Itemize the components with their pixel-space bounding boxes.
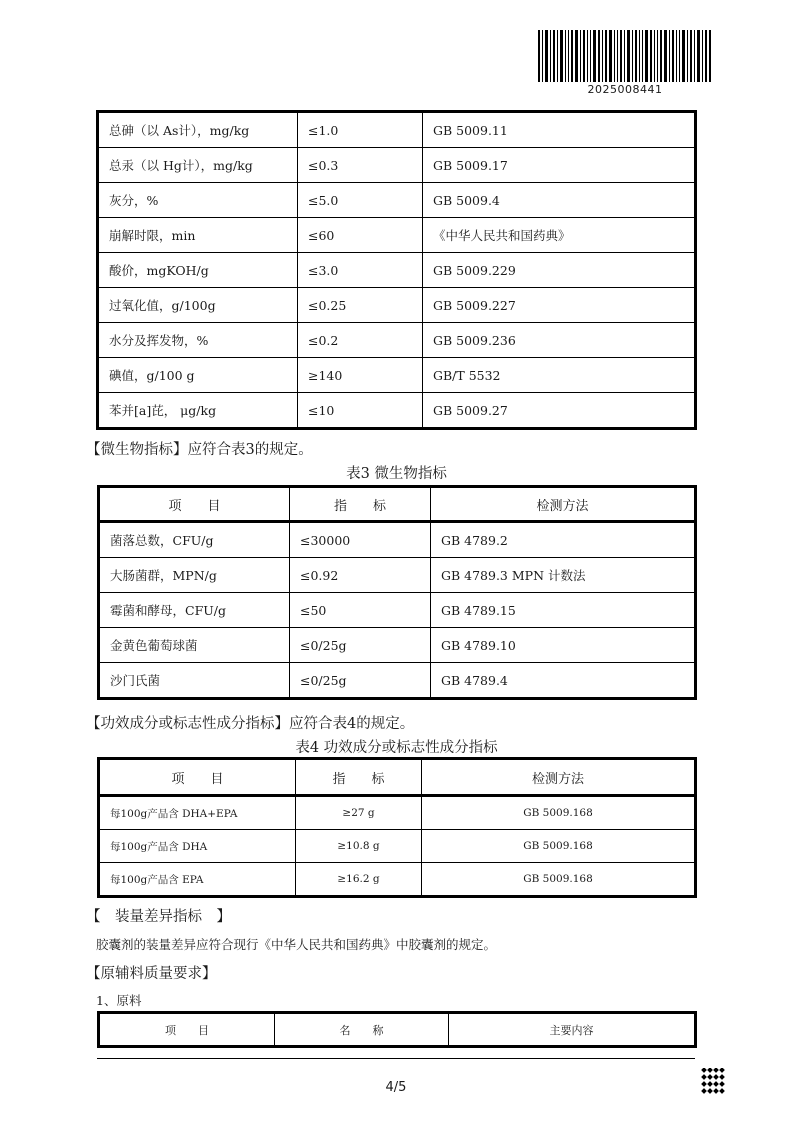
value-cell: ≤5.0: [298, 183, 423, 218]
section-heading-load-variance: 【 装量差异指标 】: [86, 909, 231, 925]
item-cell: 灰分，%: [98, 183, 298, 218]
item-cell: 每100g产品含 DHA+EPA: [99, 796, 296, 830]
table-caption: 表4 功效成分或标志性成分指标: [295, 740, 498, 756]
method-cell: GB 5009.236: [423, 323, 696, 358]
method-cell: GB 5009.168: [422, 796, 696, 830]
item-cell: 菌落总数，CFU/g: [99, 522, 290, 558]
barcode: [538, 30, 712, 82]
table-row: [98, 358, 696, 393]
table-row: [99, 663, 696, 699]
value-cell: ≥10.8 g: [296, 830, 422, 863]
raw-material-table: [97, 1011, 697, 1048]
item-cell: 每100g产品含 DHA: [99, 830, 296, 863]
value-cell: ≤1.0: [298, 112, 423, 148]
load-variance-text: 胶囊剂的装量差异应符合现行《中华人民共和国药典》中胶囊剂的规定。: [96, 937, 497, 952]
item-cell: 每100g产品含 EPA: [99, 863, 296, 897]
table-row: [99, 558, 696, 593]
value-cell: ≥16.2 g: [296, 863, 422, 897]
table-row: [98, 323, 696, 358]
raw-material-subheading: 1、原料: [96, 993, 142, 1008]
table-row: [98, 112, 696, 148]
section-heading-functional: 【功效成分或标志性成分指标】应符合表4的规定。: [86, 716, 415, 732]
table-row: [98, 148, 696, 183]
method-cell: GB 5009.168: [422, 863, 696, 897]
indicator-table-continued: [96, 110, 697, 430]
item-cell: 崩解时限，min: [98, 218, 298, 253]
item-cell: 沙门氏菌: [99, 663, 290, 699]
value-cell: ≤0.3: [298, 148, 423, 183]
item-cell: 酸价，mgKOH/g: [98, 253, 298, 288]
method-cell: GB 5009.229: [423, 253, 696, 288]
page-number: 4/5: [385, 1080, 407, 1095]
method-cell: GB 4789.2: [431, 522, 696, 558]
header-item: 项 目: [99, 1013, 275, 1047]
method-cell: GB 5009.227: [423, 288, 696, 323]
value-cell: ≤0/25g: [290, 628, 431, 663]
table-header-row: [99, 1013, 696, 1047]
method-cell: GB/T 5532: [423, 358, 696, 393]
table-header-row: [99, 487, 696, 522]
value-cell: ≥140: [298, 358, 423, 393]
method-cell: 《中华人民共和国药典》: [423, 218, 696, 253]
value-cell: ≤3.0: [298, 253, 423, 288]
header-name: 名 称: [275, 1013, 449, 1047]
method-cell: GB 5009.11: [423, 112, 696, 148]
item-cell: 碘值，g/100 g: [98, 358, 298, 393]
value-cell: ≤30000: [290, 522, 431, 558]
footer-divider: [97, 1058, 695, 1059]
item-cell: 总汞（以 Hg计），mg/kg: [98, 148, 298, 183]
header-content: 主要内容: [449, 1013, 696, 1047]
item-cell: 过氧化值，g/100g: [98, 288, 298, 323]
table-row: [98, 183, 696, 218]
value-cell: ≤0.2: [298, 323, 423, 358]
value-cell: ≤0/25g: [290, 663, 431, 699]
functional-component-table: [97, 757, 697, 898]
method-cell: GB 4789.3 MPN 计数法: [431, 558, 696, 593]
value-cell: ≥27 g: [296, 796, 422, 830]
table-row: [99, 628, 696, 663]
value-cell: ≤50: [290, 593, 431, 628]
header-method: 检测方法: [431, 487, 696, 522]
table-row: [98, 218, 696, 253]
barcode-number: 2025008441: [587, 83, 663, 96]
method-cell: GB 5009.17: [423, 148, 696, 183]
section-heading-microbial: 【微生物指标】应符合表3的规定。: [86, 442, 313, 458]
section-heading-raw-materials: 【原辅料质量要求】: [86, 966, 217, 982]
item-cell: 霉菌和酵母，CFU/g: [99, 593, 290, 628]
method-cell: GB 5009.168: [422, 830, 696, 863]
dot-grid-icon: [700, 1068, 728, 1096]
item-cell: 苯并[a]芘， μg/kg: [98, 393, 298, 429]
table-row: [98, 288, 696, 323]
item-cell: 水分及挥发物，%: [98, 323, 298, 358]
header-item: 项 目: [99, 487, 290, 522]
item-cell: 金黄色葡萄球菌: [99, 628, 290, 663]
table-row: [99, 522, 696, 558]
microbial-table: [97, 485, 697, 700]
table-row: [99, 830, 696, 863]
header-value: 指 标: [290, 487, 431, 522]
value-cell: ≤10: [298, 393, 423, 429]
table-row: [98, 393, 696, 429]
method-cell: GB 4789.15: [431, 593, 696, 628]
table-row: [99, 863, 696, 897]
item-cell: 大肠菌群，MPN/g: [99, 558, 290, 593]
header-method: 检测方法: [422, 759, 696, 796]
table-header-row: [99, 759, 696, 796]
method-cell: GB 5009.27: [423, 393, 696, 429]
header-value: 指 标: [296, 759, 422, 796]
table-row: [99, 593, 696, 628]
table-row: [99, 796, 696, 830]
method-cell: GB 4789.10: [431, 628, 696, 663]
method-cell: GB 4789.4: [431, 663, 696, 699]
table-caption: 表3 微生物指标: [346, 466, 447, 482]
item-cell: 总砷（以 As计），mg/kg: [98, 112, 298, 148]
method-cell: GB 5009.4: [423, 183, 696, 218]
value-cell: ≤0.25: [298, 288, 423, 323]
value-cell: ≤60: [298, 218, 423, 253]
table-row: [98, 253, 696, 288]
value-cell: ≤0.92: [290, 558, 431, 593]
header-item: 项 目: [99, 759, 296, 796]
